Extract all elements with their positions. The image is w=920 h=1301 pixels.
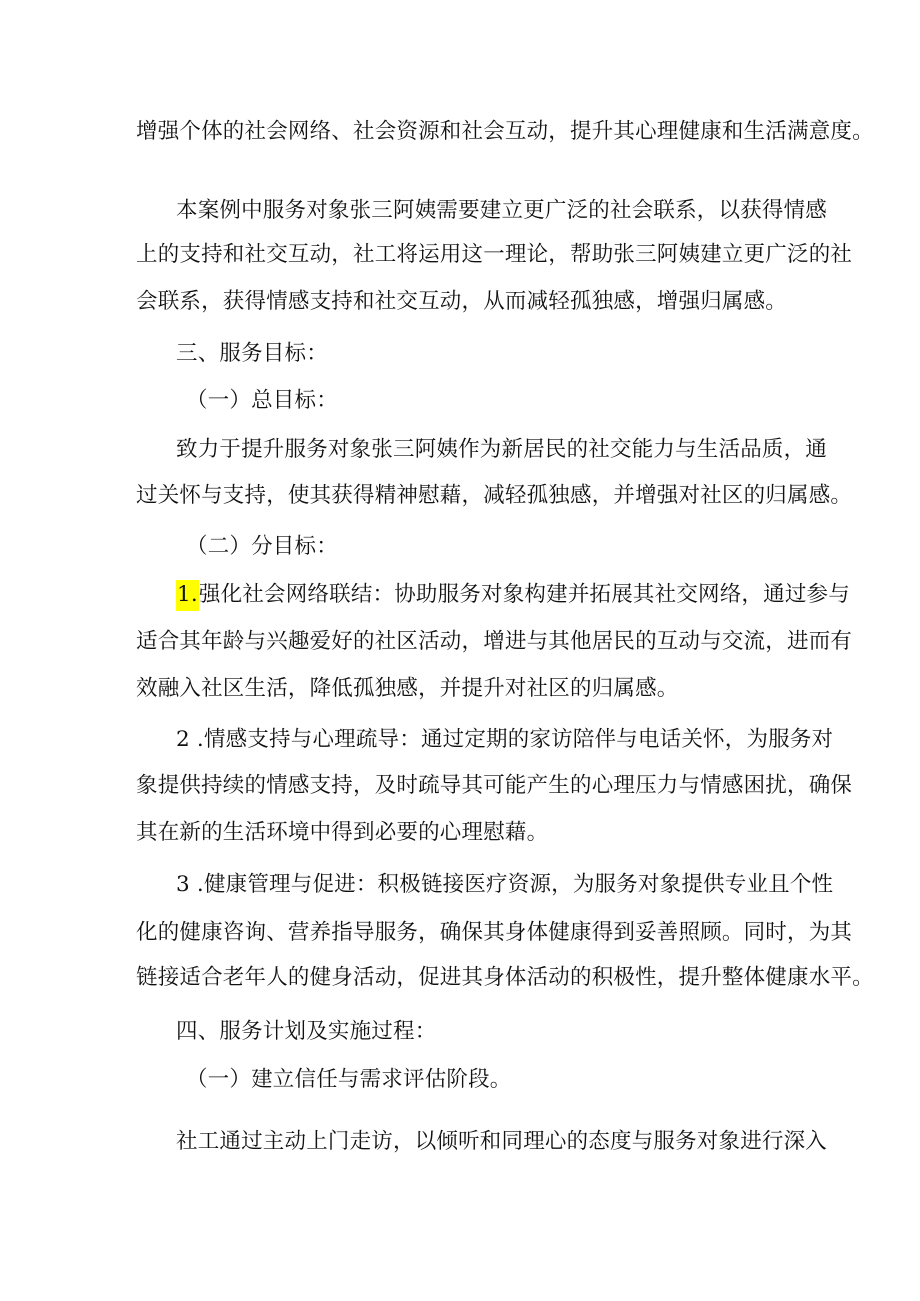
paragraph-line: 本案例中服务对象张三阿姨需要建立更广泛的社会联系，以获得情感 <box>176 198 828 223</box>
section-heading: 四、服务计划及实施过程： <box>176 1019 437 1044</box>
paragraph-line: 化的健康咨询、营养指导服务，确保其身体健康得到妥善照顾。同时，为其 <box>136 920 853 945</box>
paragraph-line: 其在新的生活环境中得到必要的心理慰藉。 <box>136 820 549 845</box>
item-text: 强化社会网络联结：协助服务对象构建并拓展其社交网络，通过参与 <box>198 582 850 607</box>
paragraph-line: 适合其年龄与兴趣爱好的社区活动，增进与其他居民的互动与交流，进而有 <box>136 629 853 654</box>
paragraph-line: 会联系，获得情感支持和社交互动，从而减轻孤独感，增强归属感。 <box>136 289 788 314</box>
numbered-item-line <box>176 580 850 610</box>
numbered-item-line: 2 .情感支持与心理疏导：通过定期的家访陪伴与电话关怀，为服务对 <box>176 727 834 752</box>
numbered-item-line: 3 .健康管理与促进：积极链接医疗资源，为服务对象提供专业且个性 <box>176 872 834 897</box>
subsection-heading: （一）建立信任与需求评估阶段。 <box>186 1067 512 1092</box>
highlighted-number: 1. <box>176 580 199 611</box>
paragraph-line: 社工通过主动上门走访，以倾听和同理心的态度与服务对象进行深入 <box>176 1129 828 1154</box>
subsection-heading: （一）总目标： <box>186 388 338 413</box>
subsection-heading: （二）分目标： <box>186 534 338 559</box>
paragraph-line: 过关怀与支持，使其获得精神慰藉，减轻孤独感，并增强对社区的归属感。 <box>136 483 853 508</box>
paragraph-line: 效融入社区生活，降低孤独感，并提升对社区的归属感。 <box>136 676 679 701</box>
paragraph-line: 增强个体的社会网络、社会资源和社会互动，提升其心理健康和生活满意度。 <box>136 119 874 144</box>
paragraph-line: 链接适合老年人的健身活动，促进其身体活动的积极性，提升整体健康水平。 <box>136 965 874 990</box>
paragraph-line: 致力于提升服务对象张三阿姨作为新居民的社交能力与生活品质，通 <box>176 437 828 462</box>
paragraph-line: 上的支持和社交互动，社工将运用这一理论，帮助张三阿姨建立更广泛的社 <box>136 242 853 267</box>
section-heading: 三、服务目标： <box>176 341 328 366</box>
paragraph-line: 象提供持续的情感支持，及时疏导其可能产生的心理压力与情感困扰，确保 <box>136 773 853 798</box>
